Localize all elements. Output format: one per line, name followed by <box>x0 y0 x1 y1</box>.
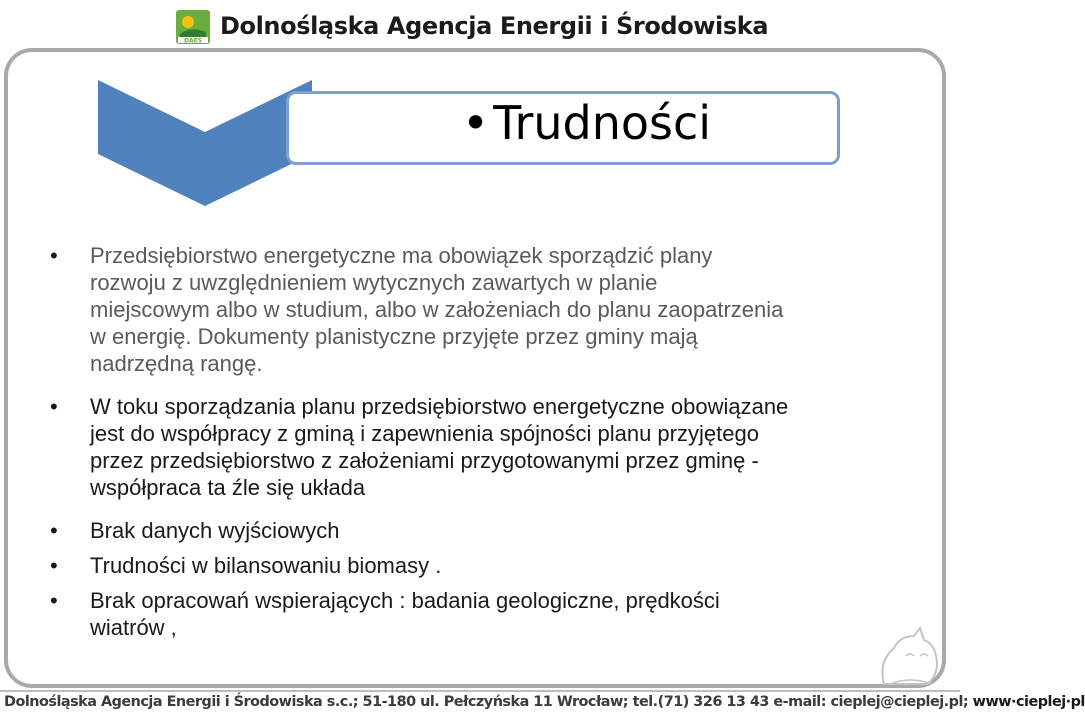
bullet-item <box>50 242 910 377</box>
footer-website-link[interactable]: www·cieplej·pl <box>972 694 1085 710</box>
bullet-line: przez przedsiębiorstwo z założeniami przygotowanymi przez gminę - <box>90 448 759 473</box>
daes-logo <box>176 10 210 44</box>
bullet-line: jest do współpracy z gminą i zapewnienia spójności planu przyjętego <box>90 421 759 446</box>
cat-watermark-icon <box>870 626 950 690</box>
bullet-item <box>50 587 910 641</box>
bullet-item <box>50 517 910 544</box>
slide-title <box>462 96 711 150</box>
bullet-dot: • <box>50 588 58 613</box>
bullet-line: wiatrów , <box>90 615 177 640</box>
chevron-down-icon <box>98 80 312 206</box>
bullet-line: współpraca ta źle się układa <box>90 475 366 500</box>
bullet-item <box>50 552 910 579</box>
footer <box>4 694 1085 710</box>
title-bullet: • <box>462 96 490 150</box>
organization-title: Dolnośląska Agencja Energii i Środowiska <box>220 12 769 40</box>
bullet-dot: • <box>50 243 58 268</box>
logo-text: DAEŚ <box>183 37 203 45</box>
bullet-line: Przedsiębiorstwo energetyczne ma obowiązek sporządzić plany <box>90 243 713 268</box>
footer-contact: Dolnośląska Agencja Energii i Środowiska s.c.; 51-180 ul. Pełczyńska 11 Wrocław; tel.(71) 326 13 43 e-mail: cieplej@cieplej.pl; <box>4 694 969 710</box>
bullet-dot: • <box>50 518 58 543</box>
bullet-line: miejscowym albo w studium, albo w założeniach do planu zaopatrzenia <box>90 297 784 322</box>
bullet-line: rozwoju z uwzględnieniem wytycznych zawartych w planie <box>90 270 658 295</box>
bullet-item <box>50 393 910 501</box>
bullet-dot: • <box>50 394 58 419</box>
bullet-list <box>50 242 910 649</box>
bullet-line: Trudności w bilansowaniu biomasy . <box>90 553 442 578</box>
bullet-line: W toku sporządzania planu przedsiębiorstwo energetyczne obowiązane <box>90 394 789 419</box>
bullet-dot: • <box>50 553 58 578</box>
footer-divider <box>0 690 960 692</box>
bullet-line: Brak opracowań wspierających : badania geologiczne, prędkości <box>90 588 720 613</box>
slide-title-text: Trudności <box>493 96 712 150</box>
header <box>0 0 960 50</box>
bullet-line: w energię. Dokumenty planistyczne przyjęte przez gminy mają <box>90 324 698 349</box>
bullet-line: Brak danych wyjściowych <box>90 518 340 543</box>
bullet-line: nadrzędną rangę. <box>90 351 263 376</box>
